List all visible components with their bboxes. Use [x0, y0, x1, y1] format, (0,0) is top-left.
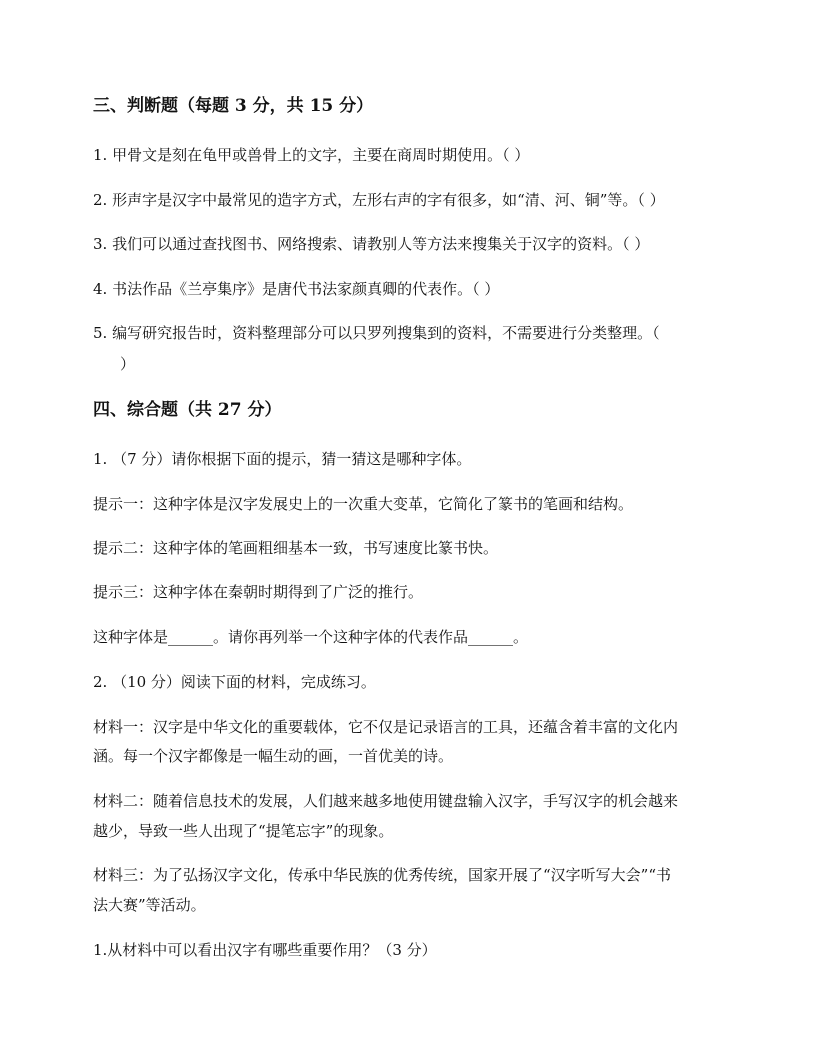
material-1-line-1: 材料一：汉字是中华文化的重要载体，它不仅是记录语言的工具，还蕴含着丰富的文化内 — [93, 718, 679, 736]
q1-answer-line: 这种字体是______。请你再列举一个这种字体的代表作品______。 — [93, 628, 529, 646]
judgement-item-4: 4. 书法作品《兰亭集序》是唐代书法家颜真卿的代表作。（ ） — [93, 280, 500, 298]
material-3-line-2: 法大赛”等活动。 — [93, 896, 206, 914]
material-2-line-2: 越少，导致一些人出现了“提笔忘字”的现象。 — [93, 822, 394, 840]
section-4-heading: 四、综合题（共 27 分） — [93, 400, 282, 420]
judgement-item-5-bracket-close: ） — [120, 355, 136, 373]
q1-hint-3: 提示三：这种字体在秦朝时期得到了广泛的推行。 — [93, 583, 424, 601]
q2-sub-question-1: 1.从材料中可以看出汉字有哪些重要作用？（3 分） — [93, 941, 437, 959]
q1-hint-2: 提示二：这种字体的笔画粗细基本一致，书写速度比篆书快。 — [93, 539, 499, 557]
q1-hint-1: 提示一：这种字体是汉字发展史上的一次重大变革，它简化了篆书的笔画和结构。 — [93, 495, 634, 513]
material-2-line-1: 材料二：随着信息技术的发展，人们越来越多地使用键盘输入汉字，手写汉字的机会越来 — [93, 792, 679, 810]
material-3-line-1: 材料三：为了弘扬汉字文化，传承中华民族的优秀传统，国家开展了“汉字听写大会”“书 — [93, 866, 672, 884]
comprehensive-q2-intro: 2. （10 分）阅读下面的材料，完成练习。 — [93, 673, 376, 691]
judgement-item-3: 3. 我们可以通过查找图书、网络搜索、请教别人等方法来搜集关于汉字的资料。（ ） — [93, 235, 650, 253]
judgement-item-2: 2. 形声字是汉字中最常见的造字方式，左形右声的字有很多，如“清、河、铜”等。（ ） — [93, 191, 665, 209]
judgement-item-1: 1. 甲骨文是刻在龟甲或兽骨上的文字，主要在商周时期使用。（ ） — [93, 146, 530, 164]
material-1-line-2: 涵。每一个汉字都像是一幅生动的画，一首优美的诗。 — [93, 747, 454, 765]
judgement-item-5: 5. 编写研究报告时，资料整理部分可以只罗列搜集到的资料，不需要进行分类整理。（ — [93, 324, 660, 342]
section-3-heading: 三、判断题（每题 3 分，共 15 分） — [93, 96, 374, 116]
comprehensive-q1-intro: 1. （7 分）请你根据下面的提示，猜一猜这是哪种字体。 — [93, 450, 472, 468]
